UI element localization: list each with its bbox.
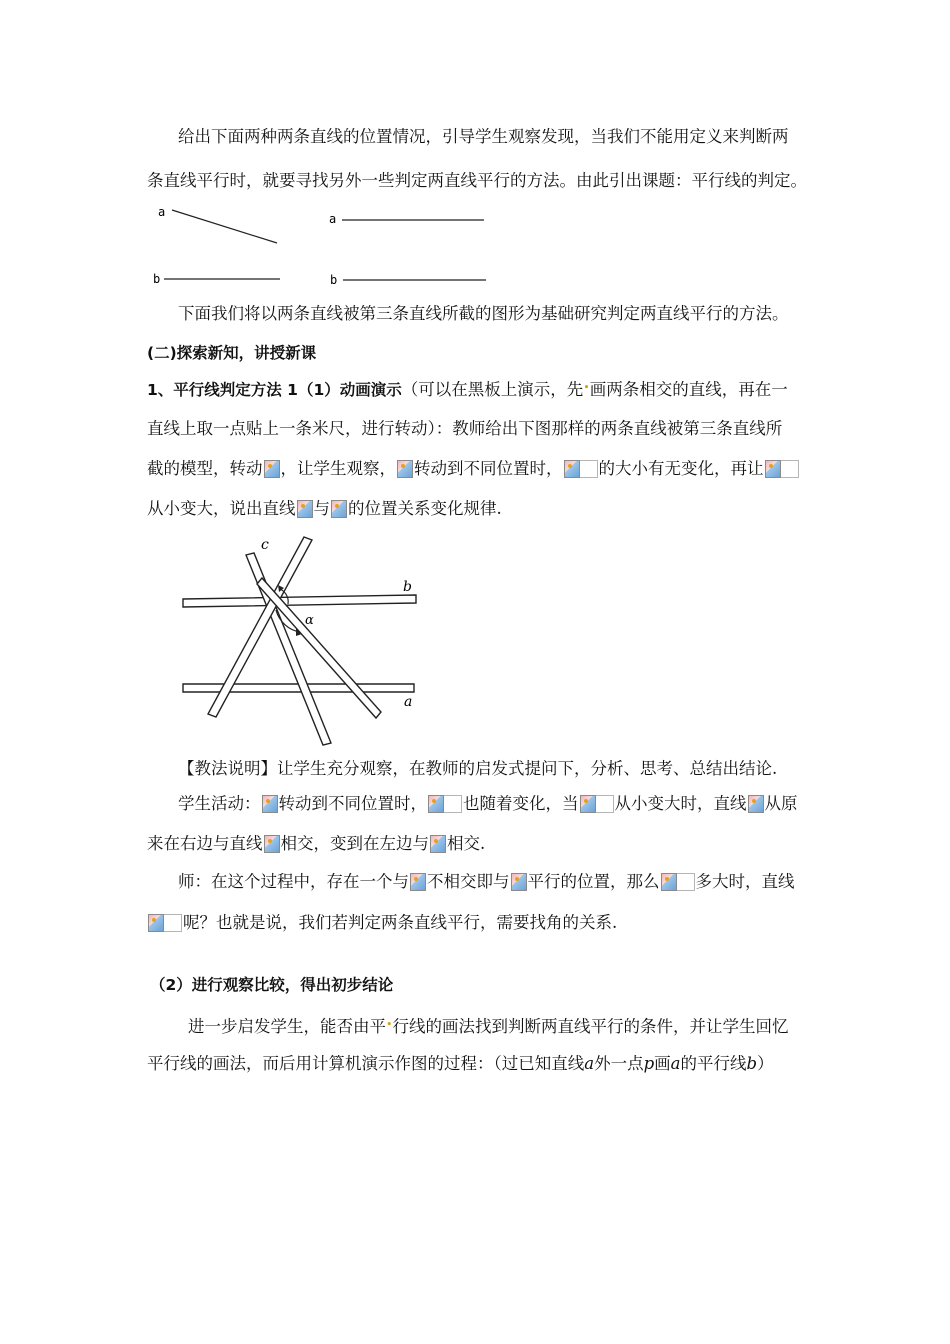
fig2-label-a: a [404, 694, 413, 710]
missing-image-icon [511, 873, 527, 891]
missing-image-icon [428, 795, 462, 813]
fig2-label-b: b [403, 579, 412, 595]
var-a: a [670, 1054, 681, 1073]
teacher-line1 [178, 872, 838, 892]
mark-dot: • [583, 381, 590, 394]
text-segment: 外一点 [594, 1054, 644, 1073]
text-segment: 的位置关系变化规律. [348, 499, 502, 518]
missing-image-icon [580, 795, 614, 813]
var-p: p [643, 1054, 655, 1073]
fig1-label-b-right: b [330, 273, 338, 287]
teaching-note: 【教法说明】让学生充分观察，在教师的启发式提问下，分析、思考、总结出结论. [178, 759, 778, 778]
paragraph-further-line2 [147, 1054, 807, 1074]
section1-title: 1、平行线判定方法 1（1）动画演示 [147, 381, 402, 399]
paragraph-method-intro: 下面我们将以两条直线被第三条直线所截的图形为基础研究判定两直线平行的方法。 [178, 304, 789, 323]
missing-image-icon [661, 873, 695, 891]
text-segment: 师：在这个过程中，存在一个与 [178, 872, 409, 891]
missing-image-icon [264, 835, 280, 853]
text-segment: 来在右边与直线 [147, 834, 263, 853]
section-heading-explore: (二)探索新知，讲授新课 [147, 344, 317, 362]
text-segment: 相交，变到在左边与 [280, 834, 429, 853]
text-segment: 不相交即与 [427, 872, 510, 891]
text-segment: 从小变大时，直线 [614, 794, 747, 813]
text-segment: 行线的画法找到判断两直线平行的条件，并让学生回忆 [392, 1017, 789, 1036]
text-segment: 从小变大，说出直线 [147, 499, 296, 518]
text-segment: 的平行线 [680, 1054, 747, 1073]
paragraph-further-line1 [188, 1015, 848, 1037]
var-a: a [584, 1054, 595, 1073]
missing-image-icon [148, 914, 182, 932]
text-segment: 平行的位置，那么 [527, 872, 660, 891]
teacher-line2 [147, 913, 807, 933]
missing-image-icon [410, 873, 426, 891]
text-segment: 与 [313, 499, 330, 518]
fig2-label-c: c [261, 537, 269, 553]
missing-image-icon [262, 795, 278, 813]
text-segment: ，让学生观察， [280, 459, 396, 478]
section-heading-observe: （2）进行观察比较，得出初步结论 [150, 976, 394, 994]
text-segment: 进一步启发学生，能否由平 [188, 1017, 386, 1036]
text-segment: 学生活动： [178, 794, 261, 813]
text-segment: 截的模型，转动 [147, 459, 263, 478]
text-segment: 呢？也就是说，我们若判定两条直线平行，需要找角的关系. [183, 913, 618, 932]
text-segment: 转动到不同位置时， [278, 794, 427, 813]
missing-image-icon [748, 795, 764, 813]
text-segment: 相交. [447, 834, 486, 853]
section1-line1-text-a: （可以在黑板上演示，先 [401, 380, 584, 399]
text-segment: 的大小有无变化，再让 [598, 459, 764, 478]
fig1-label-a-left: a [158, 205, 166, 219]
text-segment: 从原 [764, 794, 798, 813]
var-b: b [746, 1054, 758, 1073]
paragraph-intro-line1: 给出下面两种两条直线的位置情况，引导学生观察发现，当我们不能用定义来判断两 [178, 127, 789, 146]
text-segment: ） [757, 1054, 774, 1073]
fig1-label-b-left: b [153, 272, 161, 286]
text-segment: 画 [654, 1054, 671, 1073]
text-segment: 转动到不同位置时， [414, 459, 563, 478]
fig1-label-a-right: a [329, 212, 337, 226]
fig2-label-alpha: α [305, 613, 314, 628]
text-segment: 多大时，直线 [695, 872, 795, 891]
student-activity-line1 [178, 794, 838, 814]
missing-image-icon [430, 835, 446, 853]
paragraph-intro-line2: 条直线平行时，就要寻找另外一些判定两直线平行的方法。由此引出课题：平行线的判定。 [147, 171, 807, 190]
text-segment: 平行线的画法，而后用计算机演示作图的过程：（过已知直线 [147, 1054, 585, 1073]
strip-b [183, 595, 416, 607]
student-activity-line2 [147, 834, 807, 854]
section1-line1-text-b: 画两条相交的直线，再在一 [589, 380, 788, 399]
mark-dot: • [386, 1018, 393, 1031]
section1-line2: 直线上取一点贴上一条米尺，进行转动）：教师给出下图那样的两条直线被第三条直线所 [147, 419, 783, 438]
text-segment: 也随着变化，当 [463, 794, 579, 813]
